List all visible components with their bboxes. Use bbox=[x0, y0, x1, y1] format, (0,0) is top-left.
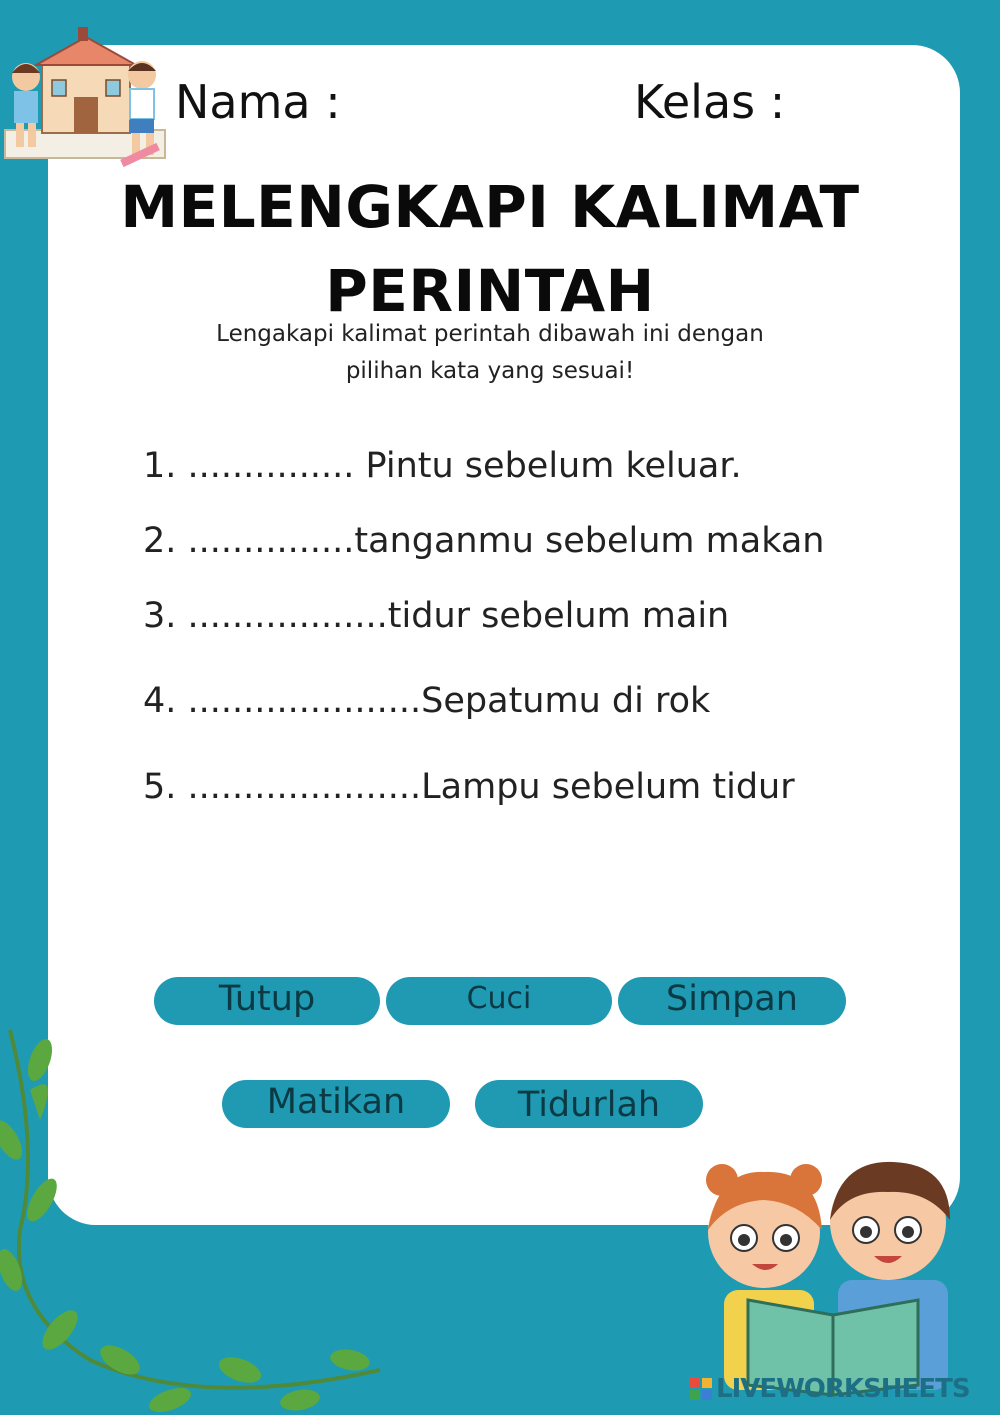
word-choice-simpan[interactable] bbox=[618, 977, 846, 1025]
vine-leaves-decoration bbox=[0, 1030, 390, 1415]
question-item[interactable]: 2. ...............tanganmu sebelum makan bbox=[143, 521, 825, 561]
word-choice-label: Cuci bbox=[466, 981, 532, 1016]
word-choice-tidurlah[interactable] bbox=[475, 1080, 703, 1128]
word-choice-label: Tutup bbox=[218, 979, 316, 1019]
word-choice-label: Simpan bbox=[666, 979, 798, 1019]
watermark-text: LIVEWORKSHEETS bbox=[716, 1374, 970, 1404]
word-choice-label: Tidurlah bbox=[517, 1085, 661, 1125]
title-line-2: PERINTAH bbox=[325, 257, 655, 325]
question-item[interactable]: 5. .....................Lampu sebelum tidur bbox=[143, 767, 795, 807]
word-choice-tutup[interactable] bbox=[154, 977, 380, 1025]
word-choice-label: Matikan bbox=[266, 1082, 406, 1122]
instruction-line-2: pilihan kata yang sesuai! bbox=[345, 358, 635, 384]
question-item[interactable]: 3. ..................tidur sebelum main bbox=[143, 596, 730, 636]
instruction-text bbox=[180, 316, 800, 390]
word-choice-cuci[interactable] bbox=[386, 977, 612, 1025]
name-label: Nama : bbox=[175, 75, 341, 129]
title-line-1: MELENGKAPI KALIMAT bbox=[120, 173, 860, 241]
instruction-line-1: Lengakapi kalimat perintah dibawah ini dengan bbox=[216, 321, 764, 347]
school-building-illustration bbox=[0, 25, 175, 175]
question-item[interactable]: 1. ............... Pintu sebelum keluar. bbox=[143, 446, 742, 486]
class-label: Kelas : bbox=[634, 75, 786, 129]
question-item[interactable]: 4. .....................Sepatumu di rok bbox=[143, 681, 711, 721]
page-title bbox=[100, 165, 880, 333]
liveworksheets-watermark bbox=[690, 1374, 970, 1408]
liveworksheets-logo-icon bbox=[690, 1378, 712, 1400]
